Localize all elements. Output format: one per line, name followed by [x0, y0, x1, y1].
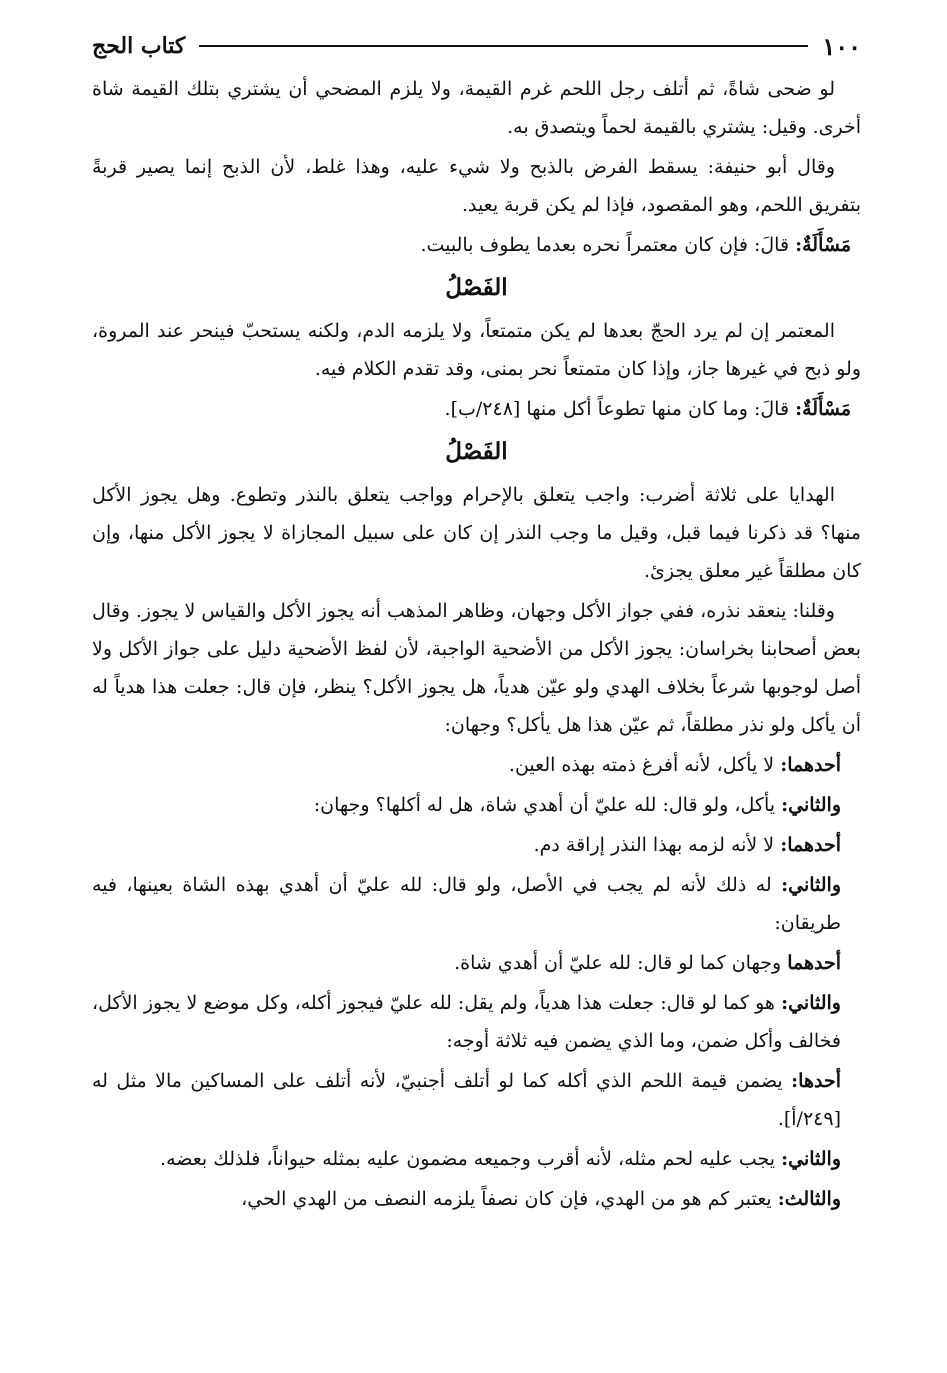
- paragraph-lead: والثاني:: [781, 794, 841, 816]
- page-number: ١٠٠: [822, 31, 861, 61]
- paragraph-text: يأكل، ولو قال: لله عليّ أن أهدي شاة، هل له أكلها؟ وجهان:: [313, 794, 776, 816]
- paragraph-lead: والثاني:: [781, 992, 841, 1014]
- section-heading: [92, 268, 861, 308]
- body-paragraph: [92, 148, 861, 224]
- paragraph-text: الفَصْلُ: [445, 274, 508, 301]
- page-header: [92, 28, 861, 64]
- header-rule: [199, 45, 808, 47]
- body-paragraph: [92, 312, 861, 388]
- paragraph-text: الهدايا على ثلاثة أضرب: واجب يتعلق بالإحرام وواجب يتعلق بالنذر وتطوع. وهل يجوز الأكل منها؟ قد ذكرنا فيما قبل، وقيل ما وجب النذر إن كان على سبيل المجازاة لا يجوز الأكل منها، وإن كان مطلقاً غير معلق يجزئ.: [92, 484, 861, 582]
- body-paragraph: [92, 592, 861, 744]
- opinion-item: [92, 746, 861, 784]
- paragraph-lead: والثاني:: [781, 874, 842, 896]
- paragraph-lead: أحدهما:: [780, 834, 841, 856]
- paragraph-text: قالَ: فإن كان معتمراً نحره بعدما يطوف بالبيت.: [420, 234, 790, 256]
- paragraph-text: لا لأنه لزمه بهذا النذر إراقة دم.: [533, 834, 775, 856]
- paragraph-text: يضمن قيمة اللحم الذي أكله كما لو أتلف أجنبيّ، لأنه أتلف على المساكين مالا مثل له [٢٤٩/أ].: [92, 1070, 841, 1130]
- body-paragraph: [92, 476, 861, 590]
- masala-paragraph: [92, 390, 861, 428]
- book-title: كتاب الحج: [92, 33, 186, 59]
- paragraph-lead: والثالث:: [777, 1188, 841, 1210]
- paragraph-text: يعتبر كم هو من الهدي، فإن كان نصفاً يلزمه النصف من الهدي الحي،: [241, 1188, 772, 1210]
- section-heading: [92, 432, 861, 472]
- opinion-item: [92, 866, 861, 942]
- paragraph-text: وجهان كما لو قال: لله عليّ أن أهدي شاة.: [454, 952, 782, 974]
- paragraph-lead: أحدهما: [787, 952, 841, 974]
- paragraph-lead: والثاني:: [781, 1148, 841, 1170]
- opinion-item: [92, 826, 861, 864]
- paragraph-text: يجب عليه لحم مثله، لأنه أقرب وجميعه مضمون عليه بمثله حيواناً، فلذلك بعضه.: [160, 1148, 776, 1170]
- paragraph-text: وقال أبو حنيفة: يسقط الفرض بالذبح ولا شيء عليه، وهذا غلط، لأن الذبح إنما يصير قربةً بتفريق اللحم، وهو المقصود، فإذا لم يكن قربة يعيد.: [92, 156, 861, 216]
- paragraph-text: هو كما لو قال: جعلت هذا هدياً، ولم يقل: لله عليّ فيجوز أكله، وكل موضع لا يجوز الأكل، فخالف وأكل ضمن، وما الذي يضمن فيه ثلاثة أوجه:: [92, 992, 841, 1052]
- paragraph-lead: أحدهما:: [780, 754, 841, 776]
- opinion-item: [92, 1062, 861, 1138]
- paragraph-text: الفَصْلُ: [445, 438, 508, 465]
- paragraph-text: وقلنا: ينعقد نذره، ففي جواز الأكل وجهان، وظاهر المذهب أنه يجوز الأكل والقياس لا يجوز. وقال بعض أصحابنا بخراسان: يجوز الأكل من الأضحية الواجبة، لأن لفظ الأضحية دليل على جواز الأكل ولا أصل لوجوبها شرعاً بخلاف الهدي ولو عيّن هدياً، هل يجوز الأكل؟ ينظر، فإن قال: جعلت هذا هدياً له أن يأكل ولو نذر مطلقاً، ثم عيّن هذا هل يأكل؟ وجهان:: [92, 600, 861, 736]
- paragraph-text: له ذلك لأنه لم يجب في الأصل، ولو قال: لله عليّ أن أهدي بهذه الشاة بعينها، فيه طريقان:: [92, 874, 841, 934]
- opinion-item: [92, 1140, 861, 1178]
- opinion-item: [92, 1180, 861, 1218]
- page-body: [92, 70, 861, 1218]
- paragraph-text: المعتمر إن لم يرد الحجّ بعدها لم يكن متمتعاً، ولا يلزمه الدم، ولكنه يستحبّ فينحر عند المروة، ولو ذبح في غيرها جاز، وإذا كان متمتعاً نحر بمنى، وقد تقدم الكلام فيه.: [92, 320, 861, 380]
- opinion-item: [92, 786, 861, 824]
- paragraph-lead: أحدها:: [791, 1070, 841, 1092]
- paragraph-text: قالَ: وما كان منها تطوعاً أكل منها [٢٤٨/ب].: [444, 398, 790, 420]
- body-paragraph: [92, 70, 861, 146]
- opinion-item: [92, 944, 861, 982]
- masala-paragraph: [92, 226, 861, 264]
- paragraph-lead: مَسْأَلَةٌ:: [795, 234, 851, 256]
- paragraph-lead: مَسْأَلَةٌ:: [795, 398, 851, 420]
- opinion-item: [92, 984, 861, 1060]
- paragraph-text: لا يأكل، لأنه أفرغ ذمته بهذه العين.: [508, 754, 775, 776]
- paragraph-text: لو ضحى شاةً، ثم أتلف رجل اللحم غرم القيمة، ولا يلزم المضحي أن يشتري بتلك القيمة شاة أخرى. وقيل: يشتري بالقيمة لحماً ويتصدق به.: [92, 78, 861, 138]
